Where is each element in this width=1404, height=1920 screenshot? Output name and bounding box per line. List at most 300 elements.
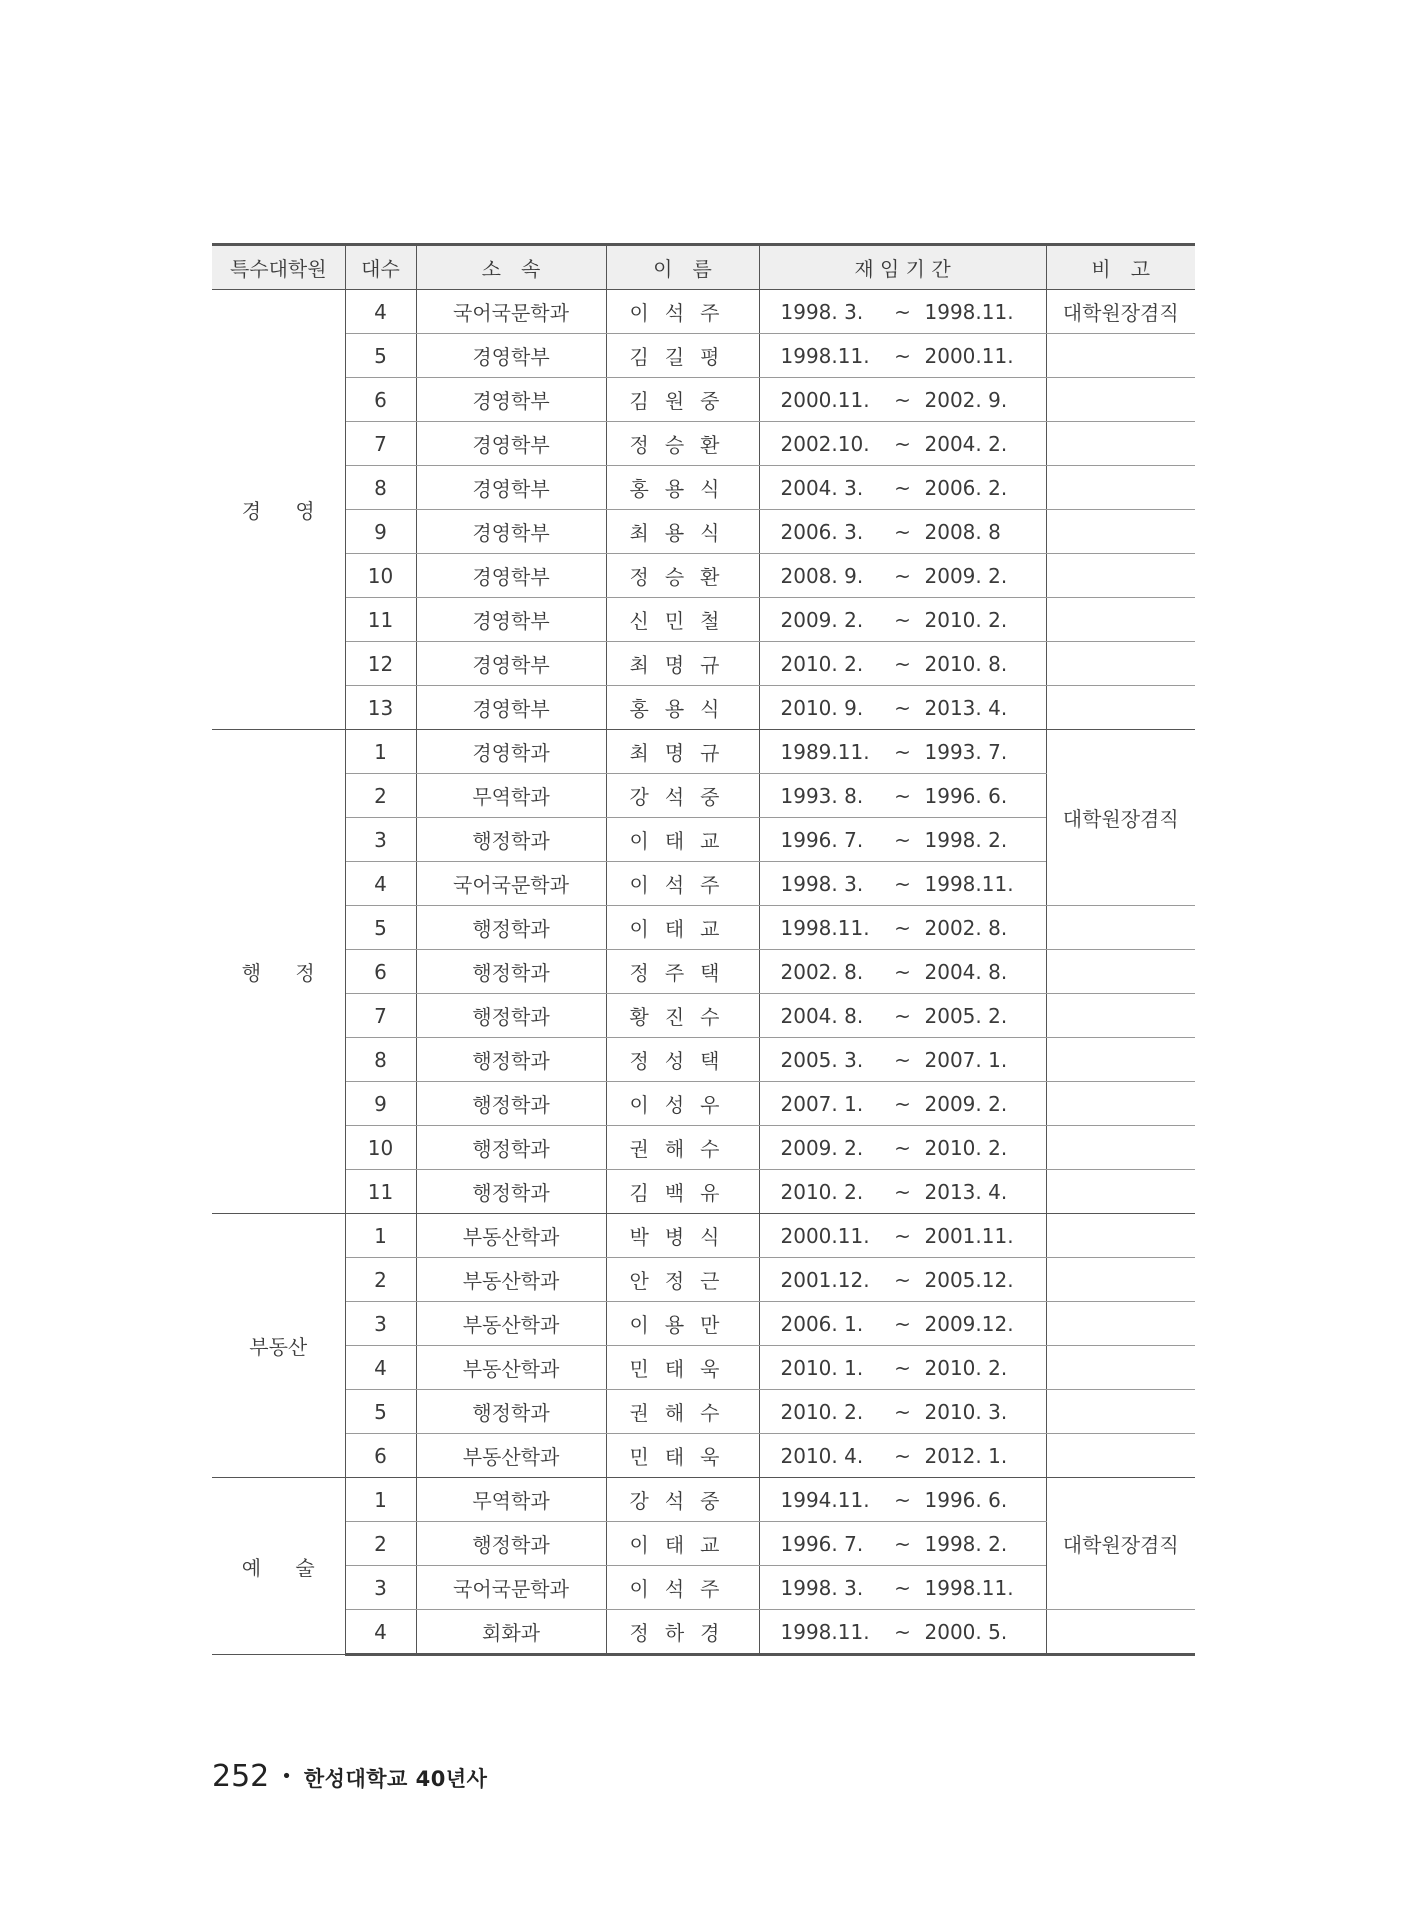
department-cell: 행정학과 [416, 994, 606, 1038]
period-cell [759, 598, 1046, 642]
person-name: 이석주 [629, 873, 736, 897]
period-cell [759, 994, 1046, 1038]
note-cell [1046, 1390, 1195, 1434]
period-start: 1998.11. [780, 915, 870, 940]
period-end: 1998. 2. [924, 1531, 1008, 1556]
department-cell: 행정학과 [416, 1390, 606, 1434]
period-cell [759, 1610, 1046, 1655]
period-start: 2000.11. [780, 387, 870, 412]
period-start: 1998. 3. [780, 1575, 864, 1600]
note-cell [1046, 950, 1195, 994]
generation-cell: 6 [345, 1434, 416, 1478]
table-row [212, 334, 1195, 378]
person-name-cell [606, 1082, 759, 1126]
header-note: 비 고 [1046, 245, 1195, 290]
department-cell: 부동산학과 [416, 1434, 606, 1478]
department-cell: 부동산학과 [416, 1346, 606, 1390]
note-cell [1046, 422, 1195, 466]
period-cell [759, 554, 1046, 598]
period-cell [759, 906, 1046, 950]
person-name: 권해수 [629, 1137, 736, 1161]
generation-cell: 7 [345, 994, 416, 1038]
person-name-cell [606, 422, 759, 466]
period-tilde: ~ [894, 739, 911, 764]
period-end: 2009.12. [924, 1311, 1014, 1336]
note-cell [1046, 466, 1195, 510]
note-cell [1046, 378, 1195, 422]
person-name: 김백유 [629, 1181, 736, 1205]
period-cell [759, 950, 1046, 994]
department-cell: 행정학과 [416, 1522, 606, 1566]
school-name-cell: 경 영 [212, 290, 345, 730]
person-name-cell [606, 906, 759, 950]
note-cell [1046, 994, 1195, 1038]
person-name: 김길평 [629, 345, 736, 369]
period-cell [759, 1258, 1046, 1302]
period-tilde: ~ [894, 475, 911, 500]
person-name-cell [606, 1258, 759, 1302]
person-name: 신민철 [629, 609, 736, 633]
period-start: 2006. 1. [780, 1311, 864, 1336]
note-cell [1046, 1346, 1195, 1390]
deans-table-container [212, 243, 1195, 1656]
note-cell [1046, 1302, 1195, 1346]
generation-cell: 10 [345, 554, 416, 598]
period-end: 1993. 7. [924, 739, 1008, 764]
person-name-cell [606, 466, 759, 510]
period-end: 2010. 3. [924, 1399, 1008, 1424]
note-cell [1046, 554, 1195, 598]
note-cell [1046, 686, 1195, 730]
department-cell: 국어국문학과 [416, 862, 606, 906]
person-name-cell [606, 1390, 759, 1434]
table-row [212, 686, 1195, 730]
table-row [212, 1346, 1195, 1390]
period-start: 1989.11. [780, 739, 870, 764]
period-start: 2010. 2. [780, 1399, 864, 1424]
person-name: 이태교 [629, 1533, 736, 1557]
person-name: 최명규 [629, 741, 736, 765]
person-name: 정성택 [629, 1049, 736, 1073]
period-end: 1996. 6. [924, 783, 1008, 808]
period-start: 2006. 3. [780, 519, 864, 544]
note-cell [1046, 1126, 1195, 1170]
period-end: 2000.11. [924, 343, 1014, 368]
person-name-cell [606, 1346, 759, 1390]
period-end: 2009. 2. [924, 1091, 1008, 1116]
department-cell: 경영학부 [416, 334, 606, 378]
person-name-cell [606, 510, 759, 554]
period-start: 2002.10. [780, 431, 870, 456]
period-start: 1996. 7. [780, 1531, 864, 1556]
person-name-cell [606, 774, 759, 818]
department-cell: 행정학과 [416, 906, 606, 950]
person-name: 안정근 [629, 1269, 736, 1293]
header-period: 재 임 기 간 [759, 245, 1046, 290]
period-tilde: ~ [894, 1003, 911, 1028]
person-name: 정주택 [629, 961, 736, 985]
period-tilde: ~ [894, 915, 911, 940]
person-name-cell [606, 862, 759, 906]
period-tilde: ~ [894, 1487, 911, 1512]
school-name-cell: 예 술 [212, 1478, 345, 1655]
person-name: 최명규 [629, 653, 736, 677]
period-start: 2002. 8. [780, 959, 864, 984]
generation-cell: 8 [345, 1038, 416, 1082]
period-start: 2010. 1. [780, 1355, 864, 1380]
period-end: 2001.11. [924, 1223, 1014, 1248]
period-start: 2010. 4. [780, 1443, 864, 1468]
period-end: 2009. 2. [924, 563, 1008, 588]
period-start: 2010. 9. [780, 695, 864, 720]
person-name: 이태교 [629, 917, 736, 941]
period-cell [759, 290, 1046, 334]
person-name-cell [606, 1170, 759, 1214]
person-name: 강석중 [629, 785, 736, 809]
person-name: 이용만 [629, 1313, 736, 1337]
table-row [212, 1126, 1195, 1170]
period-tilde: ~ [894, 1355, 911, 1380]
department-cell: 부동산학과 [416, 1214, 606, 1258]
generation-cell: 6 [345, 378, 416, 422]
department-cell: 회화과 [416, 1610, 606, 1655]
period-tilde: ~ [894, 1443, 911, 1468]
period-tilde: ~ [894, 563, 911, 588]
header-generation: 대수 [345, 245, 416, 290]
period-end: 1998.11. [924, 871, 1014, 896]
department-cell: 무역학과 [416, 774, 606, 818]
period-end: 2005. 2. [924, 1003, 1008, 1028]
generation-cell: 11 [345, 598, 416, 642]
note-cell: 대학원장겸직 [1046, 290, 1195, 334]
period-tilde: ~ [894, 959, 911, 984]
period-start: 2009. 2. [780, 607, 864, 632]
department-cell: 경영학과 [416, 730, 606, 774]
period-end: 2005.12. [924, 1267, 1014, 1292]
person-name-cell [606, 1566, 759, 1610]
period-end: 2013. 4. [924, 695, 1008, 720]
special-graduate-school-deans-table [212, 243, 1195, 1656]
person-name: 박병식 [629, 1225, 736, 1249]
generation-cell: 6 [345, 950, 416, 994]
period-end: 2002. 8. [924, 915, 1008, 940]
period-start: 2001.12. [780, 1267, 870, 1292]
period-cell [759, 510, 1046, 554]
note-cell: 대학원장겸직 [1046, 1478, 1195, 1610]
period-cell [759, 862, 1046, 906]
period-cell [759, 730, 1046, 774]
generation-cell: 7 [345, 422, 416, 466]
period-tilde: ~ [894, 299, 911, 324]
period-cell [759, 1346, 1046, 1390]
period-cell [759, 466, 1046, 510]
period-start: 2009. 2. [780, 1135, 864, 1160]
period-start: 2005. 3. [780, 1047, 864, 1072]
period-start: 1998.11. [780, 1619, 870, 1644]
period-end: 1998.11. [924, 299, 1014, 324]
person-name: 홍용식 [629, 697, 736, 721]
generation-cell: 5 [345, 334, 416, 378]
generation-cell: 9 [345, 510, 416, 554]
period-end: 2010. 2. [924, 607, 1008, 632]
department-cell: 국어국문학과 [416, 1566, 606, 1610]
table-row [212, 1038, 1195, 1082]
page-footer [212, 1759, 487, 1794]
period-cell [759, 1434, 1046, 1478]
department-cell: 경영학부 [416, 510, 606, 554]
table-row [212, 906, 1195, 950]
generation-cell: 10 [345, 1126, 416, 1170]
table-row [212, 598, 1195, 642]
table-row [212, 994, 1195, 1038]
period-cell [759, 1566, 1046, 1610]
table-row [212, 642, 1195, 686]
person-name-cell [606, 1478, 759, 1522]
generation-cell: 1 [345, 730, 416, 774]
person-name-cell [606, 950, 759, 994]
person-name-cell [606, 730, 759, 774]
period-end: 2013. 4. [924, 1179, 1008, 1204]
period-tilde: ~ [894, 783, 911, 808]
person-name-cell [606, 994, 759, 1038]
period-cell [759, 1214, 1046, 1258]
table-row [212, 422, 1195, 466]
person-name-cell [606, 642, 759, 686]
period-cell [759, 334, 1046, 378]
table-row [212, 1214, 1195, 1258]
page-number: 252 [212, 1759, 270, 1794]
note-cell [1046, 598, 1195, 642]
department-cell: 행정학과 [416, 1082, 606, 1126]
period-end: 2006. 2. [924, 475, 1008, 500]
table-row [212, 1170, 1195, 1214]
department-cell: 행정학과 [416, 1170, 606, 1214]
period-end: 2007. 1. [924, 1047, 1008, 1072]
period-tilde: ~ [894, 1399, 911, 1424]
period-cell [759, 1522, 1046, 1566]
note-cell [1046, 642, 1195, 686]
period-cell [759, 422, 1046, 466]
period-tilde: ~ [894, 651, 911, 676]
period-end: 2002. 9. [924, 387, 1008, 412]
table-row [212, 510, 1195, 554]
table-row [212, 1478, 1195, 1522]
person-name: 이석주 [629, 1577, 736, 1601]
department-cell: 경영학부 [416, 642, 606, 686]
period-end: 2010. 8. [924, 651, 1008, 676]
period-end: 2012. 1. [924, 1443, 1008, 1468]
table-row [212, 290, 1195, 334]
table-row [212, 1390, 1195, 1434]
period-tilde: ~ [894, 1267, 911, 1292]
period-start: 1993. 8. [780, 783, 864, 808]
person-name-cell [606, 1214, 759, 1258]
person-name-cell [606, 334, 759, 378]
period-start: 2008. 9. [780, 563, 864, 588]
period-start: 1998. 3. [780, 871, 864, 896]
period-tilde: ~ [894, 343, 911, 368]
period-cell [759, 1302, 1046, 1346]
period-start: 2000.11. [780, 1223, 870, 1248]
person-name: 정승환 [629, 565, 736, 589]
table-header-row [212, 245, 1195, 290]
person-name-cell [606, 598, 759, 642]
department-cell: 행정학과 [416, 818, 606, 862]
period-start: 2004. 8. [780, 1003, 864, 1028]
period-cell [759, 774, 1046, 818]
table-body [212, 290, 1195, 1655]
department-cell: 부동산학과 [416, 1302, 606, 1346]
period-tilde: ~ [894, 1047, 911, 1072]
period-tilde: ~ [894, 1619, 911, 1644]
generation-cell: 11 [345, 1170, 416, 1214]
person-name-cell [606, 1126, 759, 1170]
person-name-cell [606, 1434, 759, 1478]
person-name: 이태교 [629, 829, 736, 853]
person-name: 황진수 [629, 1005, 736, 1029]
period-tilde: ~ [894, 871, 911, 896]
generation-cell: 2 [345, 1522, 416, 1566]
generation-cell: 1 [345, 1478, 416, 1522]
period-end: 2008. 8 [924, 519, 1001, 544]
person-name: 홍용식 [629, 477, 736, 501]
department-cell: 경영학부 [416, 466, 606, 510]
note-cell [1046, 1038, 1195, 1082]
period-end: 1998.11. [924, 1575, 1014, 1600]
generation-cell: 3 [345, 818, 416, 862]
period-start: 2010. 2. [780, 651, 864, 676]
generation-cell: 4 [345, 290, 416, 334]
period-tilde: ~ [894, 431, 911, 456]
note-cell [1046, 1610, 1195, 1655]
table-row [212, 1258, 1195, 1302]
person-name-cell [606, 554, 759, 598]
table-row [212, 466, 1195, 510]
header-department: 소 속 [416, 245, 606, 290]
department-cell: 행정학과 [416, 1038, 606, 1082]
department-cell: 부동산학과 [416, 1258, 606, 1302]
generation-cell: 4 [345, 1346, 416, 1390]
note-cell [1046, 1214, 1195, 1258]
period-end: 1998. 2. [924, 827, 1008, 852]
note-cell [1046, 1258, 1195, 1302]
period-tilde: ~ [894, 695, 911, 720]
generation-cell: 4 [345, 862, 416, 906]
period-tilde: ~ [894, 827, 911, 852]
department-cell: 무역학과 [416, 1478, 606, 1522]
person-name: 민태욱 [629, 1445, 736, 1469]
note-cell [1046, 334, 1195, 378]
period-cell [759, 1126, 1046, 1170]
generation-cell: 3 [345, 1566, 416, 1610]
period-cell [759, 1390, 1046, 1434]
note-cell: 대학원장겸직 [1046, 730, 1195, 906]
period-tilde: ~ [894, 519, 911, 544]
period-cell [759, 1082, 1046, 1126]
note-cell [1046, 510, 1195, 554]
table-row [212, 1610, 1195, 1655]
period-start: 2007. 1. [780, 1091, 864, 1116]
period-start: 1998.11. [780, 343, 870, 368]
period-cell [759, 1478, 1046, 1522]
period-start: 2004. 3. [780, 475, 864, 500]
person-name: 정하경 [629, 1621, 736, 1645]
header-name: 이 름 [606, 245, 759, 290]
department-cell: 국어국문학과 [416, 290, 606, 334]
period-cell [759, 642, 1046, 686]
person-name-cell [606, 290, 759, 334]
note-cell [1046, 1434, 1195, 1478]
generation-cell: 4 [345, 1610, 416, 1655]
footer-bullet: • [281, 1766, 292, 1787]
period-start: 2010. 2. [780, 1179, 864, 1204]
department-cell: 행정학과 [416, 1126, 606, 1170]
person-name: 강석중 [629, 1489, 736, 1513]
generation-cell: 5 [345, 906, 416, 950]
generation-cell: 2 [345, 774, 416, 818]
generation-cell: 2 [345, 1258, 416, 1302]
person-name: 김원중 [629, 389, 736, 413]
table-row [212, 554, 1195, 598]
period-cell [759, 1038, 1046, 1082]
header-school: 특수대학원 [212, 245, 345, 290]
person-name: 민태욱 [629, 1357, 736, 1381]
table-row [212, 1434, 1195, 1478]
period-cell [759, 818, 1046, 862]
note-cell [1046, 906, 1195, 950]
period-tilde: ~ [894, 1311, 911, 1336]
period-start: 1998. 3. [780, 299, 864, 324]
note-cell [1046, 1082, 1195, 1126]
period-end: 2004. 8. [924, 959, 1008, 984]
period-cell [759, 378, 1046, 422]
period-end: 2010. 2. [924, 1135, 1008, 1160]
school-name-cell: 행 정 [212, 730, 345, 1214]
generation-cell: 3 [345, 1302, 416, 1346]
person-name-cell [606, 378, 759, 422]
table-row [212, 730, 1195, 774]
department-cell: 행정학과 [416, 950, 606, 994]
person-name-cell [606, 818, 759, 862]
period-tilde: ~ [894, 1135, 911, 1160]
period-tilde: ~ [894, 607, 911, 632]
period-end: 2000. 5. [924, 1619, 1008, 1644]
generation-cell: 12 [345, 642, 416, 686]
department-cell: 경영학부 [416, 554, 606, 598]
person-name-cell [606, 1522, 759, 1566]
period-cell [759, 1170, 1046, 1214]
period-tilde: ~ [894, 1531, 911, 1556]
period-tilde: ~ [894, 1223, 911, 1248]
department-cell: 경영학부 [416, 422, 606, 466]
department-cell: 경영학부 [416, 598, 606, 642]
period-cell [759, 686, 1046, 730]
table-row [212, 378, 1195, 422]
period-start: 1994.11. [780, 1487, 870, 1512]
person-name: 권해수 [629, 1401, 736, 1425]
person-name: 최용식 [629, 521, 736, 545]
person-name-cell [606, 686, 759, 730]
period-tilde: ~ [894, 1575, 911, 1600]
person-name-cell [606, 1610, 759, 1655]
person-name: 정승환 [629, 433, 736, 457]
period-end: 2010. 2. [924, 1355, 1008, 1380]
period-end: 2004. 2. [924, 431, 1008, 456]
person-name: 이석주 [629, 301, 736, 325]
table-row [212, 950, 1195, 994]
department-cell: 경영학부 [416, 378, 606, 422]
period-start: 1996. 7. [780, 827, 864, 852]
